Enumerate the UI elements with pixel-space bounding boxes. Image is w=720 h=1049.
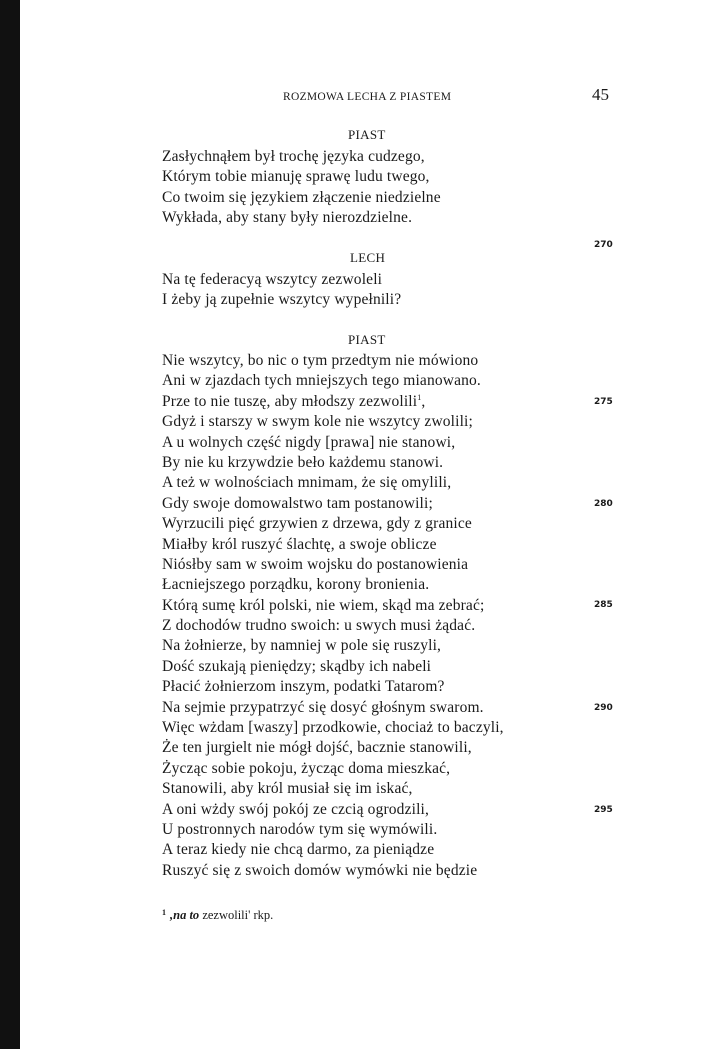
- verse-line: A też w wolnościach mnimam, że się omylili,: [162, 474, 452, 492]
- speaker-label: LECH: [350, 250, 386, 265]
- line-number: 280: [594, 499, 613, 509]
- line-number: 270: [594, 240, 613, 250]
- footnote-text: zezwolili' rkp.: [202, 908, 274, 922]
- verse-line: A teraz kiedy nie chcą darmo, za pieniądze: [162, 841, 435, 859]
- verse-line: Ani w zjazdach tych mniejszych tego mianowano.: [162, 372, 481, 390]
- running-title: ROZMOWA LECHA Z PIASTEM: [283, 91, 452, 103]
- line-number: 295: [594, 805, 613, 815]
- speaker-label: PIAST: [348, 332, 386, 347]
- line-number: 290: [594, 703, 613, 713]
- verse-line: Którą sumę król polski, nie wiem, skąd ma zebrać;: [162, 596, 485, 614]
- verse-line: Niósłby sam w swoim wojsku do postanowienia: [162, 555, 469, 573]
- page-number: 45: [592, 85, 609, 104]
- line-number: 275: [594, 397, 613, 407]
- verse-line: Płacić żołnierzom inszym, podatki Tatarom?: [162, 678, 445, 696]
- verse-line: A oni wżdy swój pokój ze czcią ogrodzili,: [162, 800, 430, 818]
- verse-line: Życząc sobie pokoju, życząc doma mieszkać,: [162, 759, 451, 777]
- verse-line: Prze to nie tuszę, aby młodszy zezwolili$^1$,: [162, 392, 426, 410]
- verse-line: Gdyż i starszy w swym kole nie wszytcy zwolili;: [162, 413, 473, 431]
- speaker-label: PIAST: [348, 127, 386, 142]
- verse-line: U postronnych narodów tym się wymówili.: [162, 820, 438, 838]
- stanza-2: [162, 270, 401, 311]
- verse-line: Wykłada, aby stany były nierozdzielne.: [162, 209, 413, 227]
- book-spine-edge: [0, 0, 20, 1049]
- verse-line: Na sejmie przypatrzyć się dosyć głośnym swarom.: [162, 698, 484, 716]
- footnote-quoted-text: ,na to: [170, 908, 200, 922]
- verse-line: Wyrzucili pięć grzywien z drzewa, gdy z granice: [162, 515, 472, 533]
- verse-line: Że ten jurgielt nie mógł dojść, bacznie stanowili,: [162, 739, 472, 757]
- verse-line: Ruszyć się z swoich domów wymówki nie będzie: [162, 861, 478, 879]
- verse-line: Gdy swoje domowalstwo tam postanowili;: [162, 494, 433, 512]
- line-number: 285: [594, 600, 613, 610]
- verse-line: Dość szukają pieniędzy; skądby ich nabeli: [162, 657, 432, 675]
- verse-line: Stanowili, aby król musiał się im iskać,: [162, 780, 413, 798]
- verse-line: Z dochodów trudno swoich: u swych musi żądać.: [162, 617, 476, 635]
- verse-line: I żeby ją zupełnie wszytcy wypełnili?: [162, 291, 402, 309]
- verse-line: Nie wszytcy, bo nic o tym przedtym nie mówiono: [162, 352, 479, 369]
- verse-line: Co twoim się językiem złączenie niedzielne: [162, 188, 441, 206]
- verse-line: By nie ku krzywdzie beło każdemu stanowi.: [162, 453, 444, 471]
- stanza-3: [162, 351, 504, 881]
- footnote-marker: 1: [162, 908, 166, 917]
- verse-line-text: Prze to nie tuszę, aby młodszy zezwolili: [162, 392, 418, 410]
- verse-line: A u wolnych część nigdy [prawa] nie stanowi,: [162, 433, 456, 451]
- stanza-1: [162, 147, 441, 229]
- verse-line: Zasłychnąłem był trochę języka cudzego,: [162, 148, 425, 165]
- footnote: [162, 908, 273, 923]
- verse-line: Łacniejszego porządku, korony bronienia.: [162, 576, 430, 594]
- verse-line: Na żołnierze, by namniej w pole się ruszyli,: [162, 637, 442, 655]
- verse-line: Więc wżdam [waszy] przodkowie, chociaż to baczyli,: [162, 719, 504, 737]
- verse-line: Miałby król ruszyć ślachtę, a swoje oblicze: [162, 535, 437, 553]
- footnote-reference: 1: [417, 392, 422, 402]
- verse-line: Którym tobie mianuję sprawę ludu twego,: [162, 168, 430, 186]
- verse-line: Na tę federacyą wszytcy zezwoleli: [162, 271, 383, 288]
